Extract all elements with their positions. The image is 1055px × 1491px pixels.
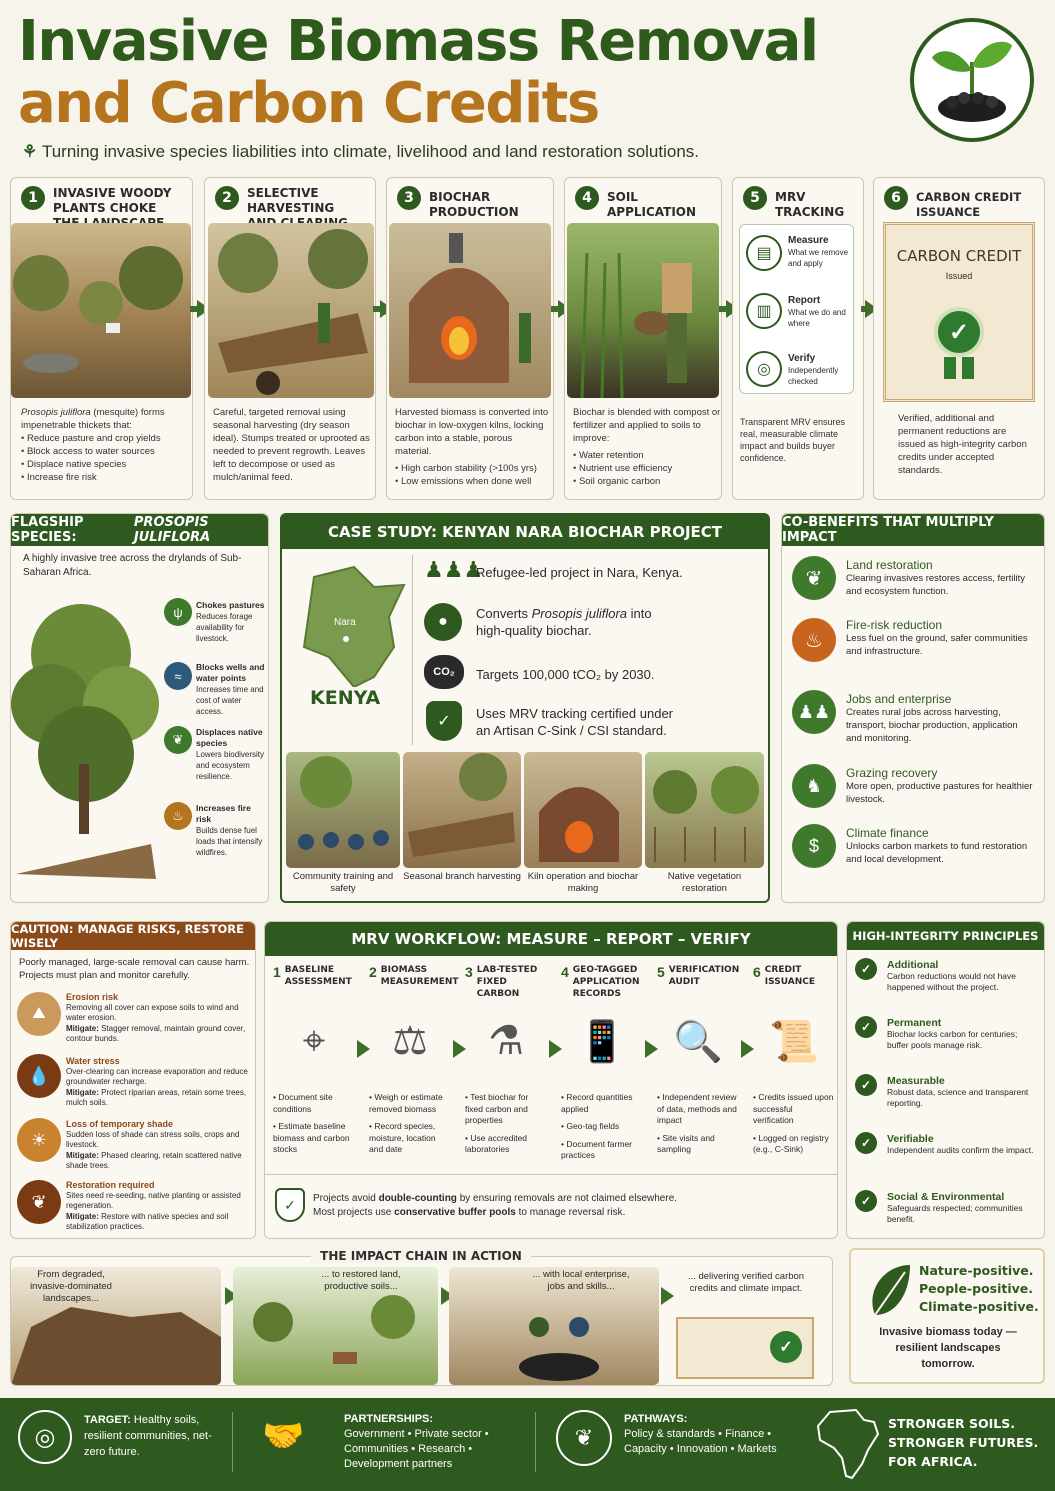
- step-title: BIOCHAR PRODUCTION: [429, 190, 519, 219]
- risk-text: Sudden loss of shade can stress soils, crops and livestock.: [66, 1129, 240, 1149]
- mrv-step-3: [465, 964, 547, 1169]
- verify-icon: ◎: [746, 351, 782, 387]
- risk-text: Removing all cover can expose soils to wind and water erosion.: [66, 1002, 239, 1022]
- bullet: • Reduce pasture and crop yields: [21, 432, 186, 445]
- step-text: Harvested biomass is converted into biochar in low-oxygen kilns, locking carbon into a stable, porous material.: [395, 407, 549, 457]
- flagship-intro: A highly invasive tree across the drylands of Sub-Saharan Africa.: [23, 553, 242, 578]
- mrv-step-bullet: • Document farmer practices: [561, 1138, 633, 1160]
- page-title-line1: Invasive Biomass Removal: [18, 9, 818, 74]
- positive-line: People-positive.: [919, 1281, 1034, 1296]
- footer-slogan: FOR AFRICA.: [888, 1454, 978, 1469]
- principle-item: Social & Environmental Safeguards respected; communities benefit.: [887, 1191, 1023, 1224]
- clipboard-icon: ▤: [746, 235, 782, 271]
- positive-message-panel: [849, 1248, 1045, 1384]
- bullet: • Water retention: [573, 449, 721, 462]
- mrv-step-bullet: • Estimate baseline biomass and carbon stocks: [273, 1121, 350, 1154]
- risk-mitigation: Protect riparian areas, retain some trees, mulch soils.: [66, 1087, 247, 1107]
- flagship-title: FLAGSHIP SPECIES: PROSOPIS JULIFLORA: [11, 514, 268, 546]
- step-title: INVASIVE WOODY PLANTS CHOKE: [53, 186, 172, 215]
- step-card-6: [873, 177, 1045, 500]
- handshake-icon: 🤝: [262, 1417, 305, 1455]
- step-title: CARBON CREDIT ISSUANCE: [916, 190, 1022, 219]
- step-number: 3: [397, 186, 421, 210]
- biochar-icon: ●: [424, 603, 462, 641]
- credit-certificate-image: [676, 1317, 814, 1379]
- flagship-item-title: Increases fire risk: [196, 803, 251, 824]
- step-card-2: [204, 177, 376, 500]
- principle-item: Verifiable Independent audits confirm the impact.: [887, 1133, 1034, 1155]
- mrv-step-number: 5: [657, 964, 665, 980]
- step-text: Careful, targeted removal using seasonal harvesting (dry season ideal). Stumps treated or uprooted as needed to prevent regrowth. Leaves left to decompose or used as mulch/animal feed.: [213, 407, 370, 483]
- risk-mitigation: Phased clearing, retain scattered native shade trees.: [66, 1150, 242, 1170]
- principle-item: Permanent Biochar locks carbon for centuries; buffer pools manage risk.: [887, 1017, 1018, 1050]
- mrv-step-5: [657, 964, 739, 1169]
- mrv-step-bullet: • Site visits and sampling: [657, 1132, 715, 1154]
- mrv-step-number: 2: [369, 964, 377, 980]
- caution-intro: Poorly managed, large-scale removal can cause harm. Projects must plan and monitor carefully.: [19, 957, 250, 981]
- step-card-4: [564, 177, 722, 500]
- risk-title: Water stress: [66, 1056, 120, 1066]
- high-integrity-panel: [846, 921, 1045, 1239]
- impact-stage-text: ... delivering verified carbon credits and climate impact.: [687, 1271, 805, 1294]
- native-vegetation-photo: [645, 752, 764, 868]
- positive-tagline: Invasive biomass today — resilient landscapes tomorrow.: [879, 1326, 1017, 1370]
- bullet: • Low emissions when done well: [395, 475, 550, 488]
- step-number: 5: [743, 186, 767, 210]
- kiln-operation-photo: [524, 752, 642, 868]
- mrv-workflow-title: MRV WORKFLOW: MEASURE – REPORT – VERIFY: [265, 922, 837, 956]
- footer-slogan: STRONGER FUTURES.: [888, 1435, 1039, 1450]
- step-card-5: [732, 177, 864, 500]
- footer-bar: [0, 1398, 1055, 1491]
- bullet: • Soil organic carbon: [573, 475, 721, 488]
- bullet: • Nutrient use efficiency: [573, 462, 721, 475]
- risk-text: Sites need re-seeding, native planting or assisted regeneration.: [66, 1190, 241, 1210]
- mrv-item-text: Independently checked: [788, 366, 839, 386]
- mrv-step-bullet: • Record quantities applied: [561, 1092, 633, 1114]
- case-point: Uses MRV tracking certified under an Artisan C-Sink / CSI standard.: [476, 706, 674, 738]
- mrv-step-bullet: • Use accredited laboratories: [465, 1132, 528, 1154]
- mrv-step-4: [561, 964, 643, 1169]
- impact-stage-text: From degraded, invasive-dominated landscapes...: [30, 1269, 112, 1304]
- mrv-step-bullet: • Document site conditions: [273, 1092, 333, 1114]
- principle-item: Additional Carbon reductions would not have happened without the project.: [887, 959, 1016, 992]
- case-study-panel: [280, 513, 770, 903]
- benefit-text: Less fuel on the ground, safer communities and infrastructure.: [846, 633, 1028, 657]
- benefit-text: Creates rural jobs across harvesting, transport, biochar production, application and monitoring.: [846, 707, 1018, 744]
- footer-partners-label: PARTNERSHIPS:: [344, 1413, 434, 1425]
- co-benefits-title: CO-BENEFITS THAT MULTIPLY IMPACT: [782, 514, 1044, 546]
- principle-item: Measurable Robust data, science and transparent reporting.: [887, 1075, 1029, 1108]
- benefit-text: More open, productive pastures for healthier livestock.: [846, 781, 1033, 805]
- mrv-step-bullet: • Logged on registry (e.g., C-Sink): [753, 1132, 829, 1154]
- flagship-item-text: Builds dense fuel loads that intensify wildfires.: [196, 826, 263, 857]
- certificate-title: CARBON CREDIT: [896, 247, 1022, 265]
- co2-cloud-icon: CO₂: [424, 655, 464, 689]
- step-number: 2: [215, 186, 239, 210]
- footer-target-text: Healthy soils, resilient communities, net-zero future.: [84, 1414, 212, 1458]
- mrv-step-number: 3: [465, 964, 473, 980]
- benefit-text: Clearing invasives restores access, fertility and ecosystem function.: [846, 573, 1025, 597]
- flagship-item-title: Chokes pastures: [196, 600, 265, 610]
- mrv-step-6: [753, 964, 835, 1169]
- seedling-icon: ❦: [17, 1180, 61, 1224]
- caution-panel: CAUTION: MANAGE RISKS, RESTORE WISELY Poorly managed, large-scale removal can cause harm. Projects must plan and monitor carefully. ⛰ Erosion risk Removing all cover can expose soils to wind and water erosion. Mitigate: Stagger removal, maintain ground cover, contour bunds. 💧 Water stress Over-clearing can increase evaporation and reduce groundwater recharge. Mitigate: Protect riparian areas, retain some trees, mulch soils. ☀ Loss of temporary shade Sudden loss of shade can stress soils, crops and livestock. Mitigate: Phased clearing, retain scattered native shade trees. ❦ Restoration required Sites need re-seeding, native planting or assisted regeneration. Mitigate: Restore with native species and soil stabilization practices.: [10, 921, 256, 1239]
- case-point: Targets 100,000 tCO₂ by 2030.: [476, 667, 655, 682]
- coins-icon: $: [792, 824, 836, 868]
- mrv-note: Projects avoid double-counting by ensuring removals are not claimed elsewhere. Most projects use conservative buffer pools to manage reversal risk.: [313, 1193, 678, 1218]
- leaf-icon: [865, 1260, 915, 1320]
- bullet: • Displace native species: [21, 458, 186, 471]
- impact-chain-title: THE IMPACT CHAIN IN ACTION: [311, 1249, 531, 1263]
- positive-line: Nature-positive.: [919, 1263, 1034, 1278]
- fire-icon: ♨: [792, 618, 836, 662]
- mrv-step-bullet: • Weigh or estimate removed biomass: [369, 1092, 443, 1114]
- step-card-3: [386, 177, 554, 500]
- water-point-icon: ≈: [164, 662, 192, 690]
- footer-target-label: TARGET:: [84, 1414, 131, 1426]
- flagship-item-text: Reduces forage availability for livestock.: [196, 612, 253, 643]
- benefit-title: Grazing recovery: [846, 766, 938, 780]
- check-circle-icon: ✓: [855, 1074, 877, 1096]
- mrv-step-title: BASELINE ASSESSMENT: [284, 965, 352, 987]
- benefit-title: Fire-risk reduction: [846, 618, 943, 632]
- benefit-title: Climate finance: [846, 826, 929, 840]
- step-text: Biochar is blended with compost or fertilizer and applied to soils to improve:: [573, 407, 721, 444]
- certificate-subtitle: Issued: [945, 271, 973, 281]
- risk-title: Erosion risk: [66, 992, 119, 1002]
- positive-line: Climate-positive.: [919, 1299, 1039, 1314]
- step-title: SOIL APPLICATION: [607, 190, 697, 219]
- africa-map-icon: [812, 1406, 882, 1482]
- check-circle-icon: ✓: [855, 958, 877, 980]
- erosion-icon: ⛰: [17, 992, 61, 1036]
- risk-mitigation: Stagger removal, maintain ground cover, contour bunds.: [66, 1023, 246, 1043]
- mrv-item-title: Measure: [788, 235, 829, 246]
- grass-icon: ψ: [164, 598, 192, 626]
- risk-mitigation: Restore with native species and soil stabilization practices.: [66, 1211, 229, 1231]
- step-text: Verified, additional and permanent reductions are issued as high-integrity carbon credits under accepted standards.: [898, 413, 1027, 476]
- step-number: 4: [575, 186, 599, 210]
- mrv-item-title: Verify: [788, 353, 816, 364]
- mrv-item-text: What we do and where: [788, 308, 846, 328]
- caution-title: CAUTION: MANAGE RISKS, RESTORE WISELY: [11, 922, 255, 950]
- certificate-icon: 📜: [769, 1019, 819, 1064]
- impact-stage-text: ... to restored land, productive soils...: [321, 1269, 401, 1292]
- risk-title: Restoration required: [66, 1180, 155, 1190]
- mrv-step-title: VERIFICATION AUDIT: [668, 965, 740, 987]
- scale-icon: ⚖: [392, 1019, 428, 1063]
- check-circle-icon: ✓: [855, 1190, 877, 1212]
- mrv-step-number: 1: [273, 964, 281, 980]
- step-title: MRV TRACKING: [775, 190, 845, 219]
- footer-pathways-label: PATHWAYS:: [624, 1413, 688, 1425]
- cow-icon: ♞: [792, 764, 836, 808]
- mrv-box: [739, 224, 854, 394]
- risk-text: Over-clearing can increase evaporation and reduce groundwater recharge.: [66, 1066, 248, 1086]
- water-drop-icon: 💧: [17, 1054, 61, 1098]
- photo-caption: Community training and safety: [292, 871, 394, 894]
- check-circle-icon: ✓: [855, 1016, 877, 1038]
- phone-map-icon: 📱: [577, 1019, 627, 1064]
- step-card-1: [10, 177, 193, 500]
- step-text: Transparent MRV ensures real, measurable climate impact and builds buyer confidence.: [740, 417, 846, 463]
- benefit-title: Land restoration: [846, 558, 933, 572]
- workers-icon: ♟♟: [792, 690, 836, 734]
- footer-slogan: STRONGER SOILS.: [888, 1416, 1016, 1431]
- people-icon: ♟♟♟: [424, 557, 484, 582]
- flagship-item-text: Increases time and cost of water access.: [196, 685, 264, 716]
- flagship-item-title: Blocks wells and water points: [196, 662, 265, 683]
- bullet: • Increase fire risk: [21, 471, 186, 484]
- fire-icon: ♨: [164, 802, 192, 830]
- harvesting-photo: [208, 223, 374, 398]
- kenya-map: [294, 557, 409, 687]
- footer-partners-text: Government • Private sector • Communities • Research • Development partners: [344, 1428, 489, 1470]
- impact-stage-text: ... with local enterprise, jobs and skills...: [532, 1269, 630, 1292]
- footer-pathways-text: Policy & standards • Finance • Capacity • Innovation • Markets: [624, 1428, 777, 1455]
- community-photo: [286, 752, 400, 868]
- case-point: Refugee-led project in Nara, Kenya.: [476, 565, 683, 580]
- soil-application-photo: [567, 223, 719, 398]
- mrv-step-title: CREDIT ISSUANCE: [764, 965, 815, 987]
- mrv-item-title: Report: [788, 295, 821, 306]
- mrv-step-1: [273, 964, 355, 1169]
- mrv-step-title: GEO-TAGGED APPLICATION RECORDS: [572, 965, 640, 999]
- case-study-title: CASE STUDY: KENYAN NARA BIOCHAR PROJECT: [282, 515, 768, 549]
- mrv-step-bullet: • Geo-tag fields: [561, 1121, 620, 1131]
- flagship-species-panel: [10, 513, 269, 903]
- step-text: (mesquite) forms impenetrable thickets that:: [21, 407, 165, 431]
- mrv-step-bullet: • Record species, moisture, location and date: [369, 1121, 436, 1154]
- mrv-step-title: LAB-TESTED FIXED CARBON: [476, 965, 538, 999]
- page-title-line2: and Carbon Credits: [18, 71, 599, 136]
- report-icon: ▥: [746, 293, 782, 329]
- prosopis-tree-image: [11, 594, 161, 884]
- benefit-text: Unlocks carbon markets to fund restoration and local development.: [846, 841, 1028, 865]
- impact-chain-panel: [10, 1249, 833, 1386]
- right-arrow-icon: [661, 1287, 674, 1305]
- checkmark-seal-icon: ✓: [770, 1331, 802, 1363]
- mrv-step-title: BIOMASS MEASUREMENT: [380, 965, 459, 987]
- checkmark-seal-icon: ✓: [934, 307, 984, 357]
- country-label: KENYA: [310, 687, 381, 709]
- mrv-step-bullet: • Independent review of data, methods and impact: [657, 1092, 737, 1125]
- flagship-item-text: Lowers biodiversity and ecosystem resilience.: [196, 750, 265, 781]
- photo-caption: Seasonal branch harvesting: [403, 871, 521, 882]
- co-benefits-panel: [781, 513, 1045, 903]
- branch-harvest-photo: [403, 752, 521, 868]
- carbon-credit-certificate: [883, 222, 1035, 402]
- principles-title: HIGH-INTEGRITY PRINCIPLES: [847, 922, 1044, 950]
- mrv-workflow-panel: [264, 921, 838, 1239]
- page-subtitle: ⚘ Turning invasive species liabilities into climate, livelihood and land restoration solutions.: [22, 142, 700, 161]
- audit-magnifier-icon: 🔍: [673, 1019, 723, 1064]
- case-point: Converts Prosopis juliflora into high-quality biochar.: [476, 606, 652, 638]
- sprout-logo-icon: [910, 18, 1034, 142]
- step-number: 6: [884, 186, 908, 210]
- map-location-label: Nara: [334, 617, 356, 628]
- step-number: 1: [21, 186, 45, 210]
- plant-icon: ❦: [164, 726, 192, 754]
- bullet: • High carbon stability (>100s yrs): [395, 462, 550, 475]
- landscape-photo: [11, 223, 191, 398]
- benefit-title: Jobs and enterprise: [846, 692, 952, 706]
- mrv-item-text: What we remove and apply: [788, 248, 849, 268]
- flask-icon: ⚗: [488, 1019, 524, 1063]
- leaf-hand-icon: ❦: [556, 1410, 612, 1466]
- mrv-step-2: [369, 964, 459, 1169]
- sun-icon: ☀: [17, 1118, 61, 1162]
- kiln-photo: [389, 223, 551, 398]
- check-circle-icon: ✓: [855, 1132, 877, 1154]
- mrv-step-number: 6: [753, 964, 761, 980]
- map-icon: ⌖: [302, 1018, 326, 1063]
- shield-check-icon: ✓: [426, 701, 462, 741]
- sprout-icon: ⚘: [22, 142, 42, 161]
- mrv-step-bullet: • Test biochar for fixed carbon and properties: [465, 1092, 529, 1125]
- photo-caption: Kiln operation and biochar making: [527, 871, 639, 894]
- photo-caption: Native vegetation restoration: [667, 871, 742, 894]
- step-title: SELECTIVE HARVESTING: [247, 186, 335, 215]
- risk-title: Loss of temporary shade: [66, 1119, 174, 1129]
- mrv-step-bullet: • Credits issued upon successful verification: [753, 1092, 834, 1125]
- land-restoration-icon: ❦: [792, 556, 836, 600]
- flagship-item-title: Displaces native species: [196, 727, 263, 748]
- species-name: Prosopis juliflora: [21, 407, 91, 418]
- target-icon: ◎: [18, 1410, 72, 1464]
- shield-check-icon: ✓: [275, 1188, 305, 1222]
- bullet: • Block access to water sources: [21, 445, 186, 458]
- mrv-step-number: 4: [561, 964, 569, 980]
